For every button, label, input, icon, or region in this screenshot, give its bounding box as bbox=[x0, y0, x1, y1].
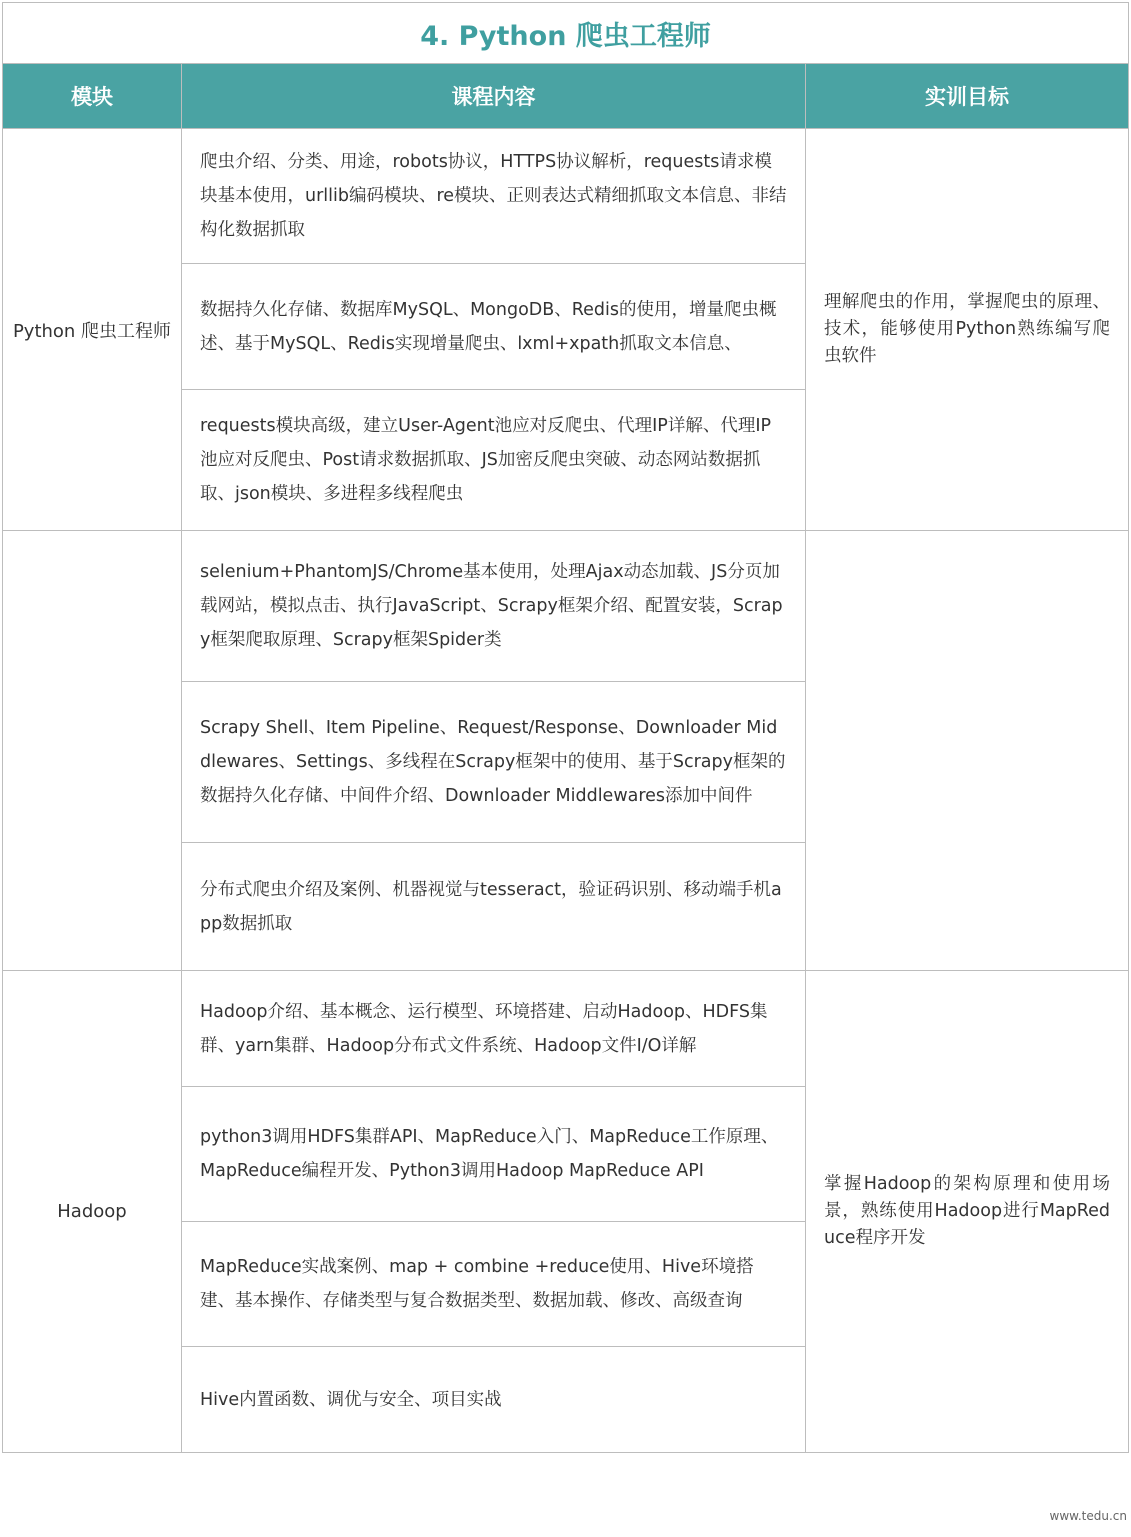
content-cell: 数据持久化存储、数据库MySQL、MongoDB、Redis的使用，增量爬虫概述、基于MySQL、Redis实现增量爬虫、lxml+xpath抓取文本信息、 bbox=[182, 264, 806, 390]
goal-cell: 理解爬虫的作用，掌握爬虫的原理、技术，能够使用Python熟练编写爬虫软件 bbox=[806, 129, 1129, 531]
table-row bbox=[3, 531, 1129, 682]
content-cell: Hive内置函数、调优与安全、项目实战 bbox=[182, 1347, 806, 1453]
table-header-row bbox=[3, 64, 1129, 129]
watermark-url: www.tedu.cn bbox=[1049, 1509, 1127, 1523]
content-cell: 分布式爬虫介绍及案例、机器视觉与tesseract，验证码识别、移动端手机app数据抓取 bbox=[182, 843, 806, 971]
course-document bbox=[2, 2, 1128, 1453]
header-content: 课程内容 bbox=[182, 64, 806, 129]
course-table bbox=[2, 2, 1129, 1453]
content-cell: MapReduce实战案例、map + combine +reduce使用、Hive环境搭建、基本操作、存储类型与复合数据类型、数据加载、修改、高级查询 bbox=[182, 1222, 806, 1347]
table-row bbox=[3, 129, 1129, 264]
content-cell: Scrapy Shell、Item Pipeline、Request/Response、Downloader Middlewares、Settings、多线程在Scrapy框架中的使用、基于Scrapy框架的数据持久化存储、中间件介绍、Downloader Middlewares添加中间件 bbox=[182, 682, 806, 843]
module-cell: Hadoop bbox=[3, 971, 182, 1453]
content-cell: Hadoop介绍、基本概念、运行模型、环境搭建、启动Hadoop、HDFS集群、yarn集群、Hadoop分布式文件系统、Hadoop文件I/O详解 bbox=[182, 971, 806, 1087]
content-cell: selenium+PhantomJS/Chrome基本使用，处理Ajax动态加载、JS分页加载网站，模拟点击、执行JavaScript、Scrapy框架介绍、配置安装，Scrapy框架爬取原理、Scrapy框架Spider类 bbox=[182, 531, 806, 682]
content-cell: requests模块高级，建立User-Agent池应对反爬虫、代理IP详解、代理IP池应对反爬虫、Post请求数据抓取、JS加密反爬虫突破、动态网站数据抓取、json模块、多进程多线程爬虫 bbox=[182, 390, 806, 531]
goal-cell: 掌握Hadoop的架构原理和使用场景，熟练使用Hadoop进行MapReduce程序开发 bbox=[806, 971, 1129, 1453]
content-cell: python3调用HDFS集群API、MapReduce入门、MapReduce工作原理、MapReduce编程开发、Python3调用Hadoop MapReduce API bbox=[182, 1087, 806, 1222]
module-cell: Python 爬虫工程师 bbox=[3, 129, 182, 531]
goal-cell bbox=[806, 531, 1129, 971]
content-cell: 爬虫介绍、分类、用途，robots协议，HTTPS协议解析，requests请求模块基本使用，urllib编码模块、re模块、正则表达式精细抓取文本信息、非结构化数据抓取 bbox=[182, 129, 806, 264]
table-row bbox=[3, 971, 1129, 1087]
header-goal: 实训目标 bbox=[806, 64, 1129, 129]
header-module: 模块 bbox=[3, 64, 182, 129]
table-title: 4. Python 爬虫工程师 bbox=[3, 3, 1129, 64]
module-cell bbox=[3, 531, 182, 971]
